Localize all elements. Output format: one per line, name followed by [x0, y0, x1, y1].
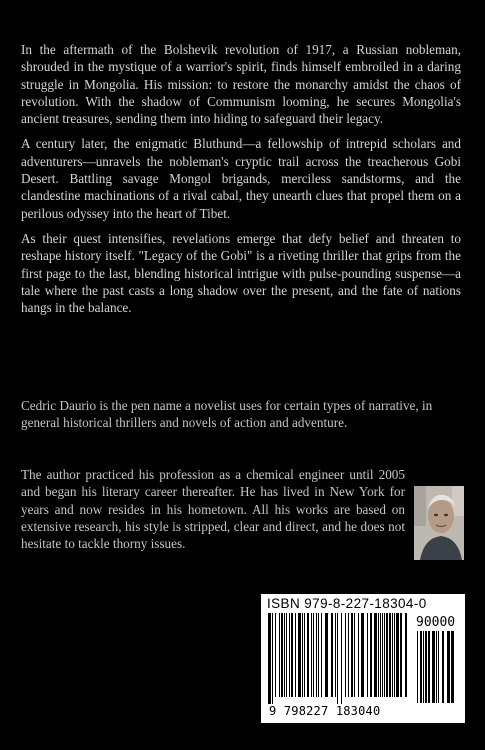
- barcode-bar: [438, 631, 439, 703]
- barcode-bar: [384, 613, 385, 697]
- barcode-bar: [295, 613, 296, 697]
- barcode-bar: [279, 613, 280, 697]
- barcode-bar: [337, 613, 338, 704]
- barcode-bar: [378, 613, 379, 697]
- barcode-bar: [341, 613, 342, 704]
- barcode-bar: [289, 613, 290, 697]
- barcode-bar: [386, 613, 388, 697]
- barcode-bar: [331, 613, 333, 697]
- barcode-bar: [345, 613, 346, 697]
- blurb-paragraph-3: As their quest intensifies, revelations emerge that defy belief and threaten to reshape history itself. "Legacy of the Gobi" is a riveting thriller that grips from the first page to the last, blending historical intrigue with pulse-pounding suspense—a tale where the past casts a long shadow over the present, and the fate of nations hangs in the balance.: [21, 230, 461, 316]
- barcode-bar: [313, 613, 314, 697]
- barcode-bar: [392, 613, 393, 697]
- barcode-bar: [428, 631, 430, 703]
- ean-barcode-bars: [267, 613, 407, 705]
- barcode-bar: [304, 613, 305, 697]
- price-code: 90000: [416, 615, 456, 630]
- barcode-bar: [272, 613, 273, 704]
- barcode-bar: [318, 613, 319, 697]
- barcode-bar: [417, 631, 418, 703]
- barcode-bar: [325, 613, 328, 697]
- barcode-bar: [354, 613, 355, 697]
- barcode-bar: [423, 631, 424, 703]
- barcode-bar: [284, 613, 285, 697]
- barcode-bar: [370, 613, 372, 697]
- barcode-bar: [302, 613, 303, 697]
- barcode-bar: [335, 613, 336, 697]
- blurb-paragraph-1: In the aftermath of the Bolshevik revolution of 1917, a Russian nobleman, shrouded in the mystique of a warrior's spirit, finds himself embroiled in a daring struggle in Mongolia. His mission: to restore the monarchy amidst the chaos of revolution. With the shadow of Communism looming, he secures Mongolia's ancient treasures, sending them into hiding to safeguard their legacy.: [21, 42, 461, 127]
- barcode-bar: [394, 613, 395, 697]
- blurb-paragraph-2: A century later, the enigmatic Bluthund—a fellowship of intrepid scholars and adventurers—unravels the nobleman's cryptic trail across the treacherous Gobi Desert. Battling savage Mongol brigands, merciless sandstorms, and the clandestine machinations of a rival cabal, they unearth clues that propel them on a perilous odyssey into the heart of Tibet.: [21, 136, 461, 221]
- barcode-bar: [442, 631, 444, 703]
- author-portrait-image: [414, 486, 464, 560]
- barcode-bar: [307, 613, 309, 697]
- barcode-bar: [380, 613, 381, 697]
- barcode-bar: [358, 613, 359, 697]
- barcode-bar: [405, 613, 407, 697]
- barcode-bar: [451, 631, 454, 703]
- barcode-bar: [286, 613, 287, 697]
- barcode-bar: [389, 613, 391, 697]
- barcode-bar: [291, 613, 293, 697]
- barcode-bar: [268, 613, 271, 704]
- barcode-bar: [400, 613, 402, 697]
- barcode-bar: [298, 613, 301, 697]
- barcode-bar: [436, 631, 437, 703]
- barcode-bar: [425, 631, 427, 703]
- author-bio-body-text: The author practiced his profession as a chemical engineer until 2005 and began his literary career thereafter. He has lived in New York for years and now resides in his hometown. All his works are based on extensive research, his style is stripped, clear and direct, and he does not hesitate to tackle thorny issues.: [21, 467, 405, 552]
- barcode-bar: [275, 613, 276, 697]
- isbn-barcode: [261, 594, 465, 723]
- barcode-bar: [351, 613, 353, 697]
- author-bio-body: [21, 466, 405, 552]
- barcode-bar: [348, 613, 349, 697]
- barcode-bar: [382, 613, 383, 697]
- barcode-bar: [396, 613, 399, 697]
- barcode-bar: [311, 613, 312, 697]
- isbn-label: ISBN 979-8-227-18304-0: [267, 596, 427, 611]
- barcode-bar: [367, 613, 368, 697]
- barcode-bar: [420, 631, 422, 703]
- price-barcode-bars: [416, 631, 458, 703]
- barcode-bar: [432, 631, 435, 703]
- barcode-bar: [374, 613, 377, 697]
- author-bio-intro: [21, 397, 463, 432]
- author-bio-intro-text: Cedric Daurio is the pen name a novelist uses for certain types of narrative, in general historical thrillers and novels of action and adventure.: [21, 398, 433, 431]
- barcode-bar: [361, 613, 364, 697]
- author-photo: [414, 486, 464, 560]
- barcode-bar: [447, 631, 450, 703]
- barcode-bar: [321, 613, 322, 697]
- book-blurb: [21, 41, 461, 324]
- barcode-bar: [281, 613, 283, 697]
- barcode-digits: 9 798227 183040: [269, 704, 381, 718]
- barcode-bar: [316, 613, 317, 697]
